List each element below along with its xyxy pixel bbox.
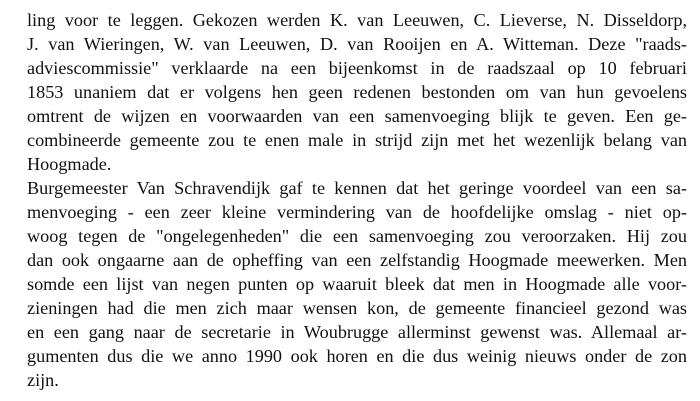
body-text: [27, 8, 687, 392]
text-line: combineerde gemeente zou te enen male in strijd zijn met het wezenlijk belang van: [27, 130, 687, 150]
text-line: zijn.: [27, 370, 59, 390]
text-line: adviescommissie" verklaarde na een bijeenkomst in de raadszaal op 10 februari: [27, 58, 687, 78]
text-line: Hoogmade.: [27, 154, 112, 174]
text-line: somde een lijst van negen punten op waaruit bleek dat men in Hoogmade alle voor-: [27, 274, 687, 294]
text-line: woog tegen de "ongelegenheden" die een samenvoeging zou veroorzaken. Hij zou: [27, 226, 687, 246]
text-line: omtrent de wijzen en voorwaarden van een samenvoeging blijk te geven. Een ge-: [27, 106, 687, 126]
text-line: 1853 unaniem dat er volgens hen geen redenen bestonden om van hun gevoelens: [27, 82, 687, 102]
text-line: J. van Wieringen, W. van Leeuwen, D. van Rooijen en A. Witteman. Deze "raads-: [27, 34, 687, 54]
text-line: en een gang naar de secretarie in Woubrugge allerminst gewenst was. Allemaal ar-: [27, 322, 687, 342]
text-line: menvoeging - een zeer kleine vermindering van de hoofdelijke omslag - niet op-: [27, 202, 687, 222]
text-line: Burgemeester Van Schravendijk gaf te kennen dat het geringe voordeel van een sa-: [27, 178, 687, 198]
text-line: ling voor te leggen. Gekozen werden K. van Leeuwen, C. Lieverse, N. Disseldorp,: [27, 10, 687, 30]
text-line: gumenten dus die we anno 1990 ook horen en die dus weinig nieuws onder de zon: [27, 346, 687, 366]
text-line: zieningen had die men zich maar wensen kon, de gemeente financieel gezond was: [27, 298, 687, 318]
text-line: dan ook ongaarne aan de opheffing van een zelfstandig Hoogmade meewerken. Men: [27, 250, 687, 270]
